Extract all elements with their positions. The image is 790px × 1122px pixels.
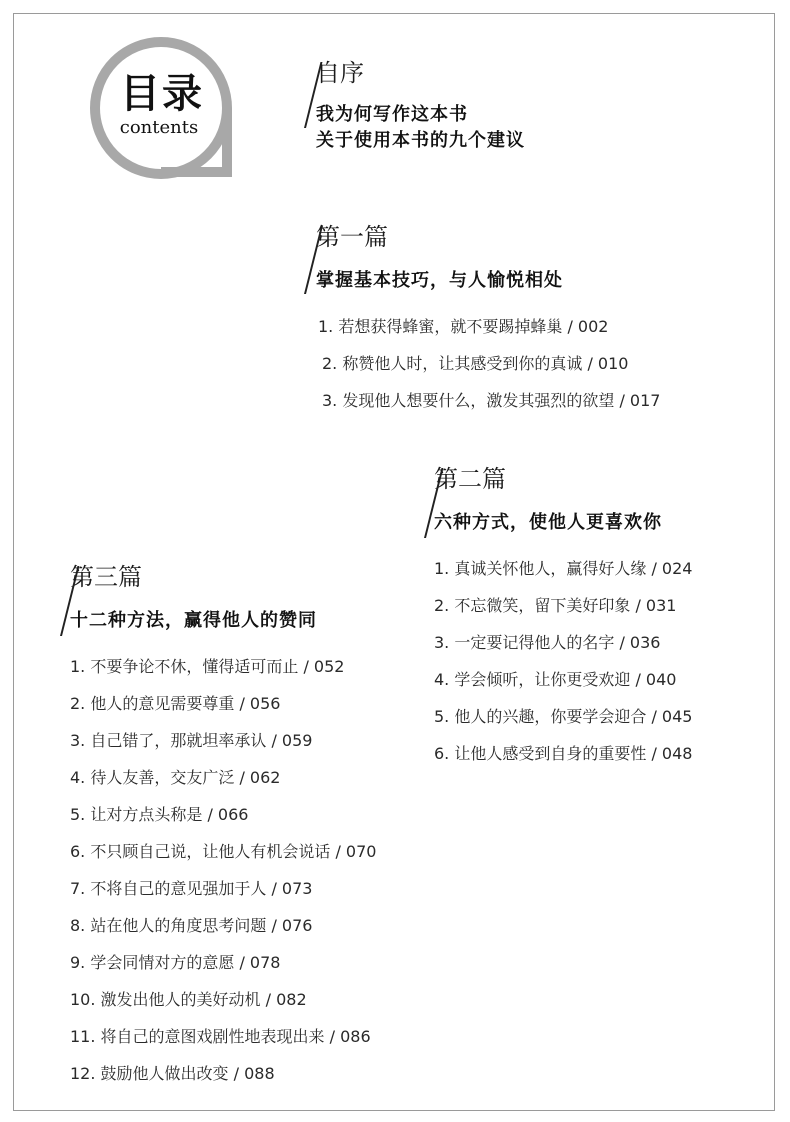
toc-item[interactable]: 4. 待人友善，交友广泛 / 062	[70, 768, 281, 787]
toc-item[interactable]: 3. 一定要记得他人的名字 / 036	[434, 633, 661, 652]
preface-line-2: 关于使用本书的九个建议	[316, 130, 525, 151]
logo-subtitle: contents	[119, 117, 199, 138]
toc-item[interactable]: 2. 他人的意见需要尊重 / 056	[70, 694, 281, 713]
part2-heading: 第二篇	[434, 465, 506, 493]
toc-item[interactable]: 9. 学会同情对方的意愿 / 078	[70, 953, 281, 972]
part2-subtitle: 六种方式，使他人更喜欢你	[434, 512, 662, 533]
toc-item[interactable]: 3. 发现他人想要什么，激发其强烈的欲望 / 017	[322, 391, 661, 410]
part2-list	[434, 550, 692, 772]
part1-heading: 第一篇	[316, 223, 388, 251]
part3-list	[70, 648, 376, 1092]
toc-item[interactable]: 2. 不忘微笑，留下美好印象 / 031	[434, 596, 677, 615]
toc-item[interactable]: 1. 若想获得蜂蜜，就不要踢掉蜂巢 / 002	[318, 317, 609, 336]
toc-item[interactable]: 1. 不要争论不休，懂得适可而止 / 052	[70, 657, 345, 676]
contents-logo	[87, 34, 235, 179]
part3-subtitle: 十二种方法，赢得他人的赞同	[70, 610, 317, 631]
toc-item[interactable]: 5. 他人的兴趣，你要学会迎合 / 045	[434, 707, 693, 726]
logo-title: 目录	[120, 70, 204, 117]
toc-item[interactable]: 5. 让对方点头称是 / 066	[70, 805, 249, 824]
toc-item[interactable]: 11. 将自己的意图戏剧性地表现出来 / 086	[70, 1027, 371, 1046]
toc-item[interactable]: 6. 不只顾自己说，让他人有机会说话 / 070	[70, 842, 377, 861]
part1-subtitle: 掌握基本技巧，与人愉悦相处	[316, 270, 563, 291]
toc-item[interactable]: 7. 不将自己的意见强加于人 / 073	[70, 879, 313, 898]
toc-item[interactable]: 6. 让他人感受到自身的重要性 / 048	[434, 744, 693, 763]
toc-item[interactable]: 4. 学会倾听，让你更受欢迎 / 040	[434, 670, 677, 689]
part3-heading: 第三篇	[70, 563, 142, 591]
toc-item[interactable]: 10. 激发出他人的美好动机 / 082	[70, 990, 307, 1009]
toc-item[interactable]: 3. 自己错了，那就坦率承认 / 059	[70, 731, 313, 750]
part1-list	[318, 308, 660, 419]
toc-item[interactable]: 1. 真诚关怀他人，赢得好人缘 / 024	[434, 559, 693, 578]
preface-line-1: 我为何写作这本书	[316, 104, 468, 125]
toc-item[interactable]: 12. 鼓励他人做出改变 / 088	[70, 1064, 275, 1083]
toc-item[interactable]: 8. 站在他人的角度思考问题 / 076	[70, 916, 313, 935]
preface-heading: 自序	[316, 59, 364, 87]
toc-item[interactable]: 2. 称赞他人时，让其感受到你的真诚 / 010	[322, 354, 629, 373]
